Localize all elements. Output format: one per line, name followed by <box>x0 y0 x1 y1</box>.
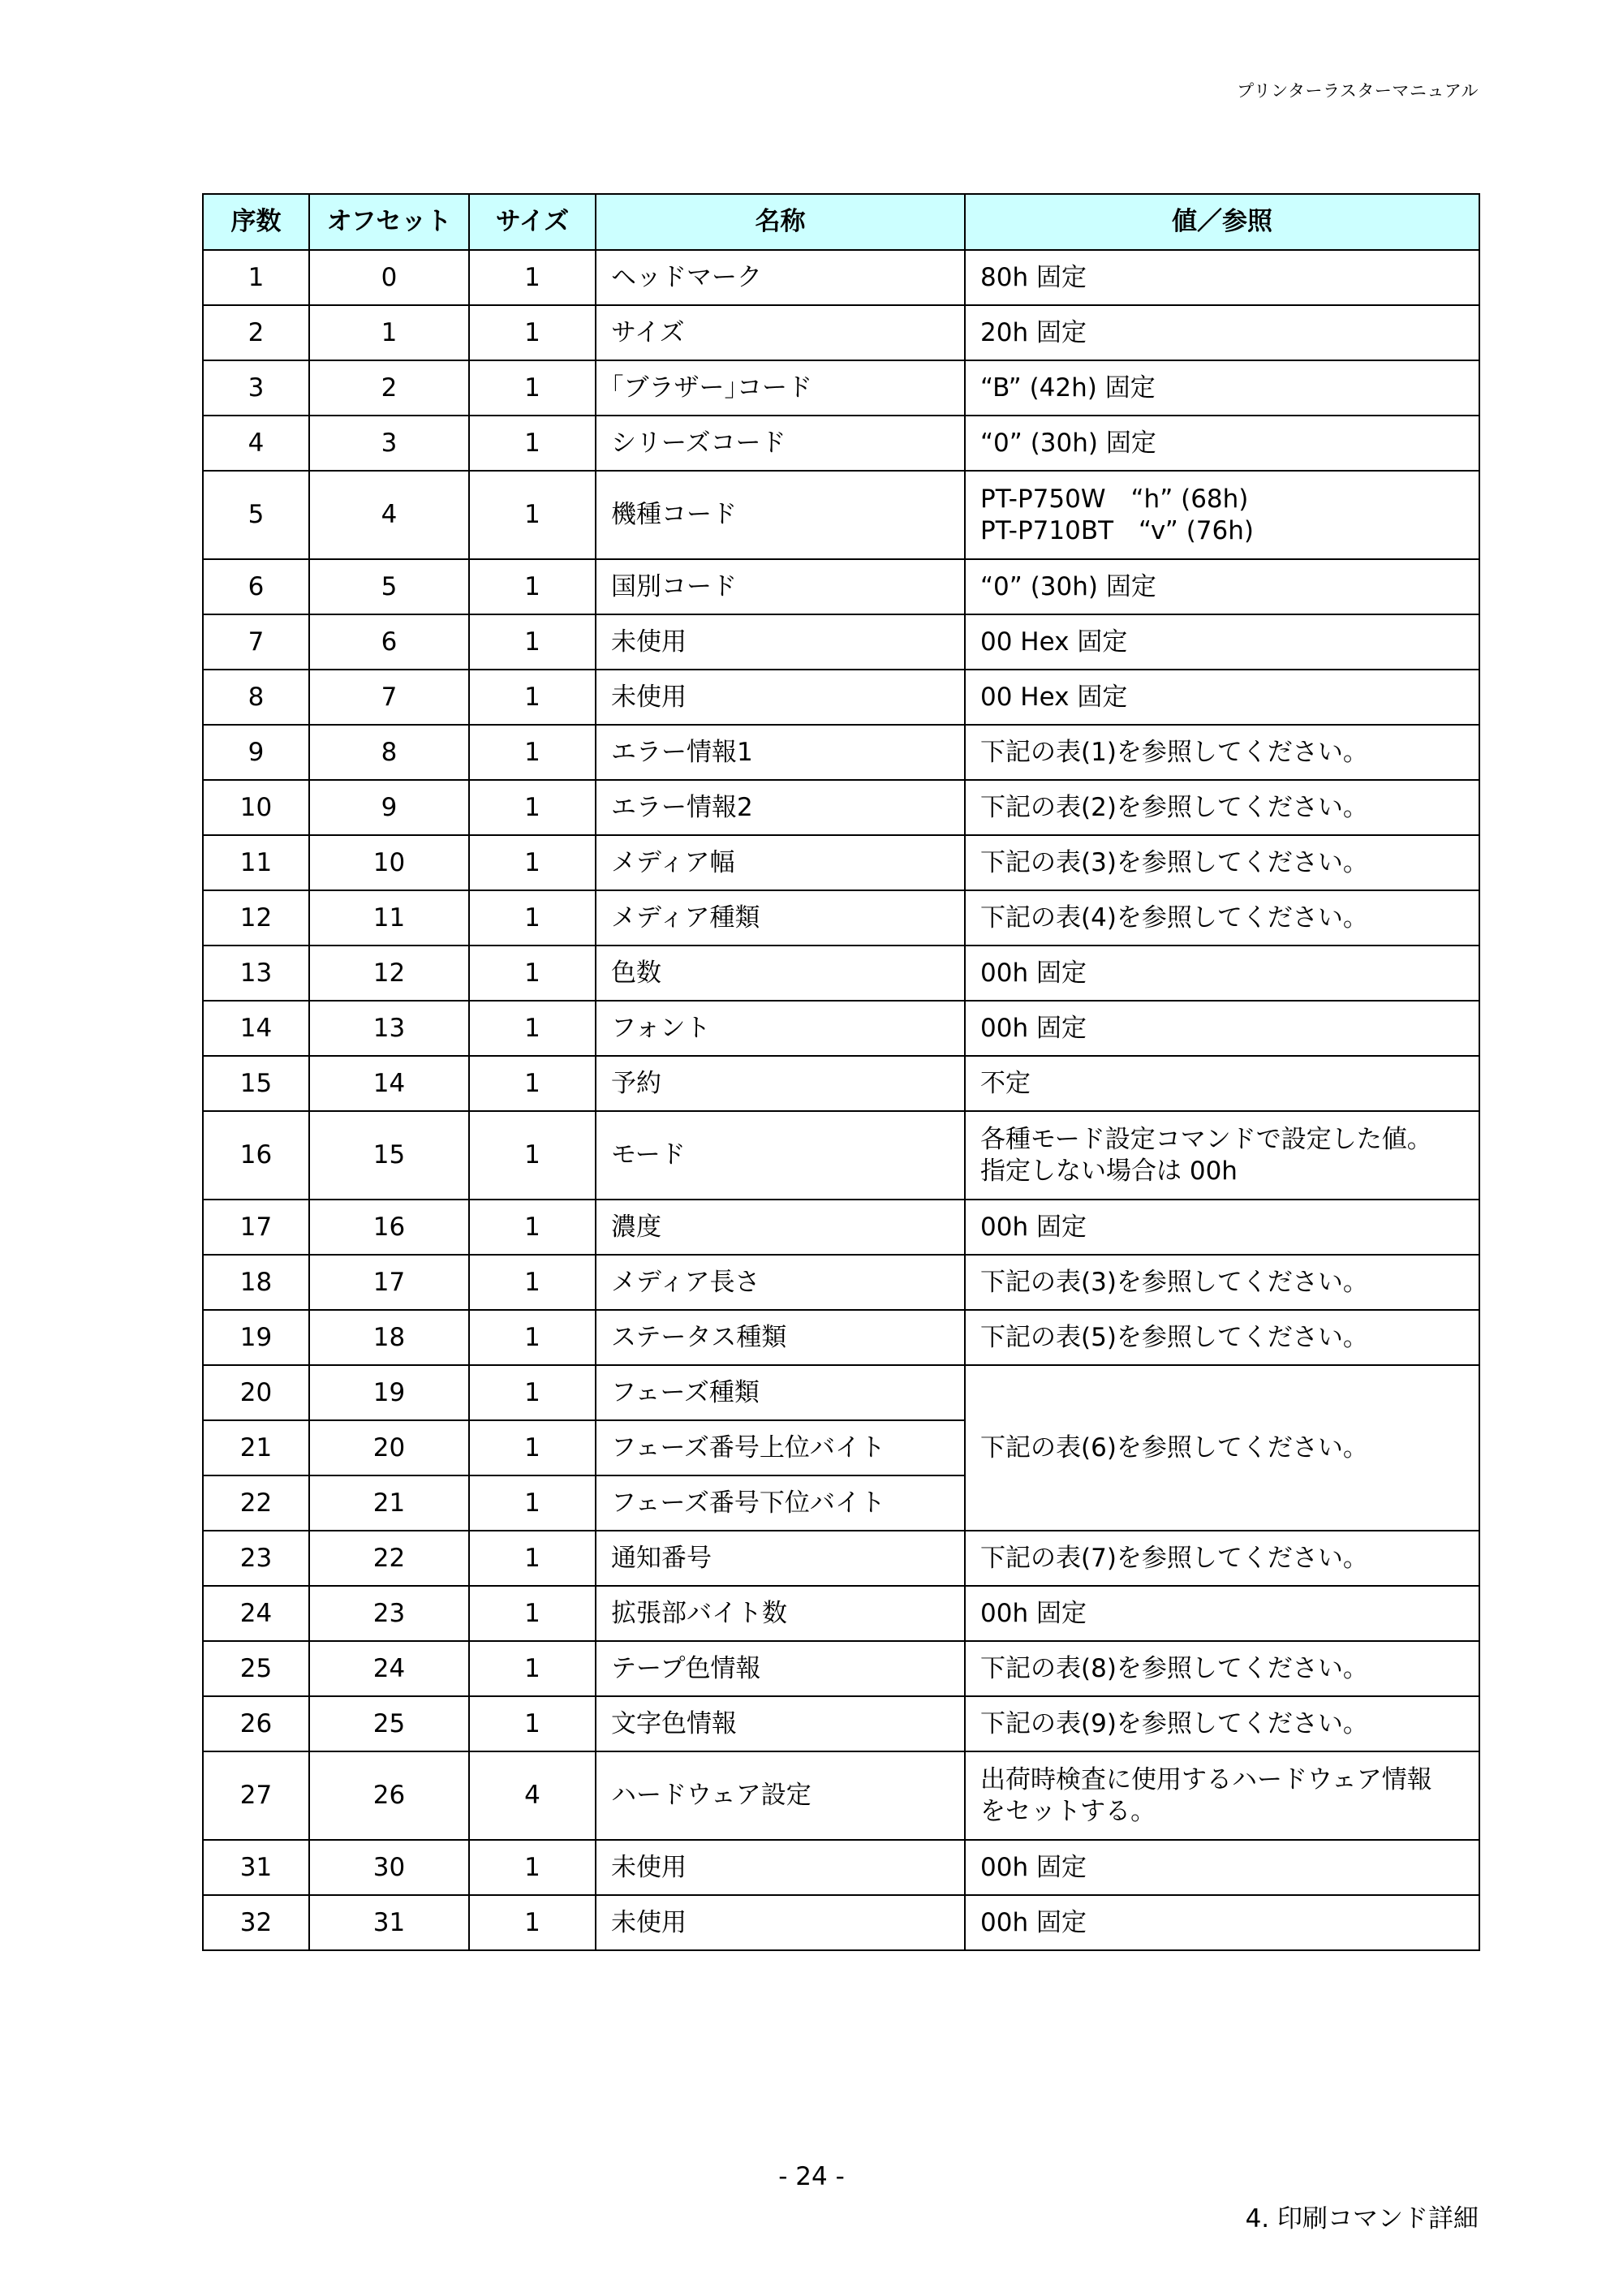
table-row <box>203 471 1479 559</box>
cell-ordinal: 15 <box>203 1056 309 1111</box>
cell-value: 下記の表(2)を参照してください。 <box>965 780 1479 835</box>
cell-ordinal: 23 <box>203 1531 309 1586</box>
column-header-size: サイズ <box>469 194 596 250</box>
cell-offset: 17 <box>309 1255 469 1310</box>
cell-size: 1 <box>469 1200 596 1255</box>
cell-value: 00h 固定 <box>965 1840 1479 1895</box>
cell-offset: 8 <box>309 725 469 780</box>
cell-ordinal: 17 <box>203 1200 309 1255</box>
cell-name: 色数 <box>596 946 965 1001</box>
cell-ordinal: 6 <box>203 559 309 614</box>
document-header-title: プリンターラスターマニュアル <box>1237 81 1479 101</box>
cell-name: フェーズ番号下位バイト <box>596 1475 965 1531</box>
cell-size: 1 <box>469 1531 596 1586</box>
cell-value: 下記の表(9)を参照してください。 <box>965 1696 1479 1751</box>
cell-size: 1 <box>469 1696 596 1751</box>
cell-name: 未使用 <box>596 1895 965 1950</box>
cell-offset: 20 <box>309 1420 469 1475</box>
cell-ordinal: 19 <box>203 1310 309 1365</box>
cell-value: 下記の表(1)を参照してください。 <box>965 725 1479 780</box>
cell-ordinal: 21 <box>203 1420 309 1475</box>
table-row <box>203 670 1479 725</box>
table-row <box>203 780 1479 835</box>
cell-size: 4 <box>469 1751 596 1840</box>
cell-ordinal: 16 <box>203 1111 309 1200</box>
cell-ordinal: 3 <box>203 360 309 416</box>
cell-ordinal: 5 <box>203 471 309 559</box>
cell-value: 00h 固定 <box>965 1200 1479 1255</box>
cell-name: 国別コード <box>596 559 965 614</box>
table-row <box>203 1531 1479 1586</box>
cell-name: ヘッドマーク <box>596 250 965 305</box>
cell-size: 1 <box>469 1840 596 1895</box>
table-row <box>203 1056 1479 1111</box>
cell-ordinal: 10 <box>203 780 309 835</box>
cell-value: 下記の表(6)を参照してください。 <box>965 1365 1479 1531</box>
cell-name: メディア種類 <box>596 890 965 946</box>
cell-name: 機種コード <box>596 471 965 559</box>
cell-name: 未使用 <box>596 614 965 670</box>
cell-offset: 7 <box>309 670 469 725</box>
cell-size: 1 <box>469 725 596 780</box>
table-row <box>203 890 1479 946</box>
cell-name: シリーズコード <box>596 416 965 471</box>
table-row <box>203 835 1479 890</box>
cell-size: 1 <box>469 1001 596 1056</box>
cell-ordinal: 20 <box>203 1365 309 1420</box>
cell-size: 1 <box>469 416 596 471</box>
cell-offset: 18 <box>309 1310 469 1365</box>
cell-size: 1 <box>469 1641 596 1696</box>
cell-offset: 5 <box>309 559 469 614</box>
cell-value: 不定 <box>965 1056 1479 1111</box>
table-row <box>203 250 1479 305</box>
cell-value: 00 Hex 固定 <box>965 670 1479 725</box>
cell-value: 00h 固定 <box>965 1001 1479 1056</box>
table-row <box>203 416 1479 471</box>
cell-value: “B” (42h) 固定 <box>965 360 1479 416</box>
cell-size: 1 <box>469 614 596 670</box>
cell-size: 1 <box>469 835 596 890</box>
cell-offset: 4 <box>309 471 469 559</box>
cell-ordinal: 31 <box>203 1840 309 1895</box>
table-row <box>203 1641 1479 1696</box>
cell-offset: 0 <box>309 250 469 305</box>
cell-value: 下記の表(7)を参照してください。 <box>965 1531 1479 1586</box>
table-row <box>203 1586 1479 1641</box>
cell-ordinal: 11 <box>203 835 309 890</box>
table-row <box>203 614 1479 670</box>
cell-name: ステータス種類 <box>596 1310 965 1365</box>
status-info-table <box>202 193 1480 1951</box>
cell-name: 拡張部バイト数 <box>596 1586 965 1641</box>
cell-value: 00h 固定 <box>965 1895 1479 1950</box>
column-header-name: 名称 <box>596 194 965 250</box>
cell-value: 下記の表(8)を参照してください。 <box>965 1641 1479 1696</box>
cell-size: 1 <box>469 1365 596 1420</box>
cell-ordinal: 4 <box>203 416 309 471</box>
cell-name: エラー情報1 <box>596 725 965 780</box>
cell-name: 未使用 <box>596 1840 965 1895</box>
cell-ordinal: 8 <box>203 670 309 725</box>
cell-offset: 23 <box>309 1586 469 1641</box>
cell-ordinal: 13 <box>203 946 309 1001</box>
cell-value: 下記の表(3)を参照してください。 <box>965 1255 1479 1310</box>
cell-ordinal: 9 <box>203 725 309 780</box>
cell-name: フェーズ種類 <box>596 1365 965 1420</box>
table-row <box>203 725 1479 780</box>
cell-size: 1 <box>469 890 596 946</box>
cell-name: メディア幅 <box>596 835 965 890</box>
table-row <box>203 1751 1479 1840</box>
cell-value: 下記の表(3)を参照してください。 <box>965 835 1479 890</box>
cell-size: 1 <box>469 360 596 416</box>
cell-value: 各種モード設定コマンドで設定した値。 指定しない場合は 00h <box>965 1111 1479 1200</box>
page-number: - 24 - <box>778 2162 845 2191</box>
cell-value: 出荷時検査に使用するハードウェア情報 をセットする。 <box>965 1751 1479 1840</box>
cell-size: 1 <box>469 946 596 1001</box>
cell-name: 通知番号 <box>596 1531 965 1586</box>
table-row <box>203 1696 1479 1751</box>
cell-size: 1 <box>469 670 596 725</box>
cell-offset: 19 <box>309 1365 469 1420</box>
cell-ordinal: 2 <box>203 305 309 360</box>
column-header-value: 値／参照 <box>965 194 1479 250</box>
cell-size: 1 <box>469 1475 596 1531</box>
cell-size: 1 <box>469 471 596 559</box>
cell-name: フォント <box>596 1001 965 1056</box>
cell-ordinal: 14 <box>203 1001 309 1056</box>
cell-size: 1 <box>469 559 596 614</box>
cell-offset: 25 <box>309 1696 469 1751</box>
table-row <box>203 946 1479 1001</box>
cell-offset: 6 <box>309 614 469 670</box>
cell-size: 1 <box>469 1586 596 1641</box>
cell-ordinal: 26 <box>203 1696 309 1751</box>
cell-offset: 12 <box>309 946 469 1001</box>
cell-size: 1 <box>469 1056 596 1111</box>
cell-size: 1 <box>469 1420 596 1475</box>
table-row <box>203 1200 1479 1255</box>
cell-offset: 21 <box>309 1475 469 1531</box>
cell-value: 80h 固定 <box>965 250 1479 305</box>
table-row <box>203 1001 1479 1056</box>
cell-offset: 24 <box>309 1641 469 1696</box>
cell-name: フェーズ番号上位バイト <box>596 1420 965 1475</box>
cell-value: 下記の表(5)を参照してください。 <box>965 1310 1479 1365</box>
cell-offset: 13 <box>309 1001 469 1056</box>
cell-name: モード <box>596 1111 965 1200</box>
cell-value: 20h 固定 <box>965 305 1479 360</box>
table-row <box>203 1895 1479 1950</box>
table-header-row <box>203 194 1479 250</box>
column-header-offset: オフセット <box>309 194 469 250</box>
table-row <box>203 305 1479 360</box>
cell-offset: 1 <box>309 305 469 360</box>
table-row <box>203 1365 1479 1420</box>
cell-name: 未使用 <box>596 670 965 725</box>
cell-offset: 22 <box>309 1531 469 1586</box>
cell-offset: 30 <box>309 1840 469 1895</box>
cell-ordinal: 7 <box>203 614 309 670</box>
cell-ordinal: 25 <box>203 1641 309 1696</box>
cell-value: “0” (30h) 固定 <box>965 416 1479 471</box>
cell-size: 1 <box>469 1895 596 1950</box>
cell-ordinal: 1 <box>203 250 309 305</box>
cell-offset: 10 <box>309 835 469 890</box>
cell-size: 1 <box>469 1255 596 1310</box>
cell-ordinal: 27 <box>203 1751 309 1840</box>
cell-name: エラー情報2 <box>596 780 965 835</box>
cell-name: ｢ブラザー｣コード <box>596 360 965 416</box>
cell-offset: 15 <box>309 1111 469 1200</box>
cell-size: 1 <box>469 305 596 360</box>
cell-offset: 3 <box>309 416 469 471</box>
table-row <box>203 360 1479 416</box>
cell-offset: 26 <box>309 1751 469 1840</box>
cell-ordinal: 22 <box>203 1475 309 1531</box>
cell-ordinal: 32 <box>203 1895 309 1950</box>
cell-size: 1 <box>469 250 596 305</box>
cell-value: 00h 固定 <box>965 1586 1479 1641</box>
column-header-ordinal: 序数 <box>203 194 309 250</box>
cell-ordinal: 18 <box>203 1255 309 1310</box>
cell-ordinal: 12 <box>203 890 309 946</box>
table-body <box>203 250 1479 1950</box>
cell-size: 1 <box>469 1310 596 1365</box>
table-row <box>203 1111 1479 1200</box>
cell-offset: 9 <box>309 780 469 835</box>
cell-ordinal: 24 <box>203 1586 309 1641</box>
table-row <box>203 1840 1479 1895</box>
cell-name: サイズ <box>596 305 965 360</box>
cell-value: “0” (30h) 固定 <box>965 559 1479 614</box>
cell-offset: 16 <box>309 1200 469 1255</box>
table-row <box>203 1310 1479 1365</box>
cell-value: PT-P750W “h” (68h) PT-P710BT “v” (76h) <box>965 471 1479 559</box>
cell-size: 1 <box>469 780 596 835</box>
cell-size: 1 <box>469 1111 596 1200</box>
cell-value: 下記の表(4)を参照してください。 <box>965 890 1479 946</box>
cell-offset: 31 <box>309 1895 469 1950</box>
cell-offset: 2 <box>309 360 469 416</box>
cell-name: 濃度 <box>596 1200 965 1255</box>
cell-value: 00 Hex 固定 <box>965 614 1479 670</box>
cell-name: テープ色情報 <box>596 1641 965 1696</box>
cell-value: 00h 固定 <box>965 946 1479 1001</box>
cell-name: ハードウェア設定 <box>596 1751 965 1840</box>
cell-name: 予約 <box>596 1056 965 1111</box>
cell-name: メディア長さ <box>596 1255 965 1310</box>
table-row <box>203 1255 1479 1310</box>
cell-offset: 11 <box>309 890 469 946</box>
chapter-title: 4. 印刷コマンド詳細 <box>1245 2204 1479 2234</box>
table-row <box>203 559 1479 614</box>
cell-name: 文字色情報 <box>596 1696 965 1751</box>
cell-offset: 14 <box>309 1056 469 1111</box>
